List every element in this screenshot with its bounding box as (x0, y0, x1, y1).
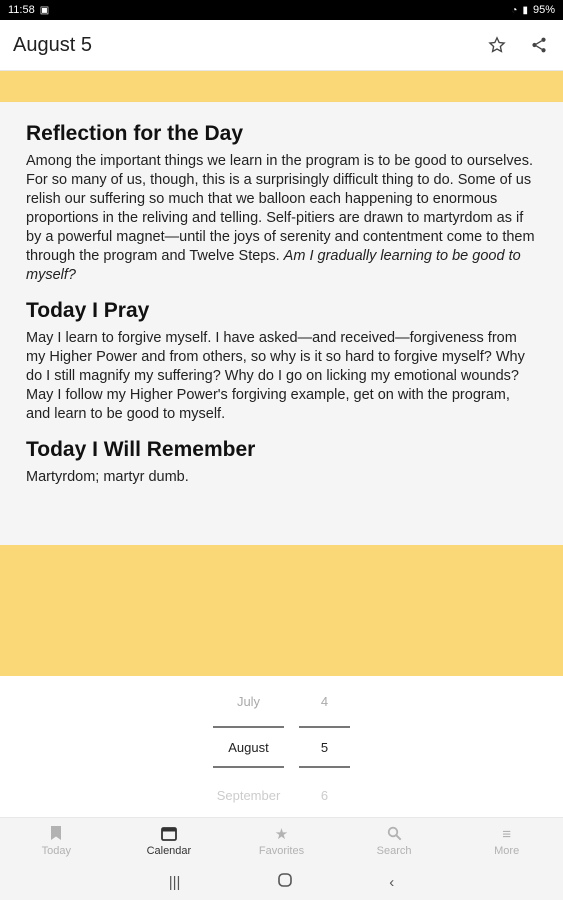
divider (213, 726, 284, 728)
bottom-nav (0, 817, 563, 864)
accent-band-bottom (0, 545, 563, 676)
month-prev[interactable]: July (236, 694, 261, 709)
star-icon[interactable] (486, 34, 508, 56)
recents-icon[interactable]: ||| (168, 873, 181, 891)
battery-percent: 95% (532, 4, 555, 16)
system-nav-bar (0, 864, 563, 900)
reflection-text: Among the important things we learn in the program is to be good to ourselves. For so many of us, though, this is a surprisingly difficult thing to do. Some of us relish our suffering so much that we balloon each happening to enormous proportions in the reliving and telling. Self-pitiers are drawn to martyrdom as if by a powerful magnet—until the joys of serenity and contentment come to them through the program and Twelve Steps. Am I gradually learning to be good to myself? (26, 153, 535, 283)
nav-more[interactable] (450, 818, 563, 864)
reflection-question: Am I gradually learning to be good to myself? (26, 248, 521, 283)
nav-label: Favorites (258, 844, 305, 857)
image-icon: ▣ (39, 4, 50, 16)
bookmark-icon (50, 826, 62, 844)
month-next[interactable]: September (216, 788, 281, 803)
date-picker (0, 676, 563, 817)
status-time: 11:58 (8, 4, 35, 16)
reading-card (0, 102, 563, 545)
accent-band-top (0, 71, 563, 102)
nav-calendar[interactable] (113, 818, 226, 864)
nav-label: More (494, 844, 520, 857)
divider (213, 766, 284, 768)
nav-label: Today (41, 844, 71, 857)
divider (299, 766, 350, 768)
menu-icon: ≡ (502, 825, 512, 843)
day-selected[interactable]: 5 (320, 740, 329, 755)
day-prev[interactable]: 4 (320, 694, 329, 709)
day-next[interactable]: 6 (320, 788, 329, 803)
month-wheel[interactable] (213, 676, 284, 817)
nav-search[interactable] (338, 818, 451, 864)
wifi-icon: ◔ (511, 4, 518, 16)
nav-favorites[interactable] (225, 818, 338, 864)
pray-heading: Today I Pray (26, 299, 150, 322)
app-bar (0, 20, 563, 71)
remember-heading: Today I Will Remember (26, 438, 256, 461)
calendar-icon (161, 826, 177, 844)
nav-label: Search (376, 844, 412, 857)
battery-icon: ▮ (522, 4, 528, 16)
month-selected[interactable]: August (228, 740, 269, 755)
nav-today[interactable] (0, 818, 113, 864)
nav-label: Calendar (146, 844, 192, 857)
home-icon[interactable] (278, 873, 292, 891)
search-icon (387, 826, 402, 844)
status-bar (0, 0, 563, 20)
day-wheel[interactable] (299, 676, 350, 817)
pray-text: May I learn to forgive myself. I have asked—and received—forgiveness from my Higher Power and from others, so why is it so hard to forgive myself? Why do I still magnify my suffering? Why do I go on licking my emotional wounds? May I follow my Higher Power's forgiving example, get on with the program, and learn to be good to myself. (26, 330, 525, 422)
star-icon: ★ (274, 825, 289, 843)
reflection-heading: Reflection for the Day (26, 122, 244, 145)
back-icon[interactable]: ‹ (389, 873, 395, 891)
page-title: August 5 (13, 33, 92, 56)
divider (299, 726, 350, 728)
share-icon[interactable] (528, 34, 550, 56)
remember-text: Martyrdom; martyr dumb. (26, 469, 189, 485)
